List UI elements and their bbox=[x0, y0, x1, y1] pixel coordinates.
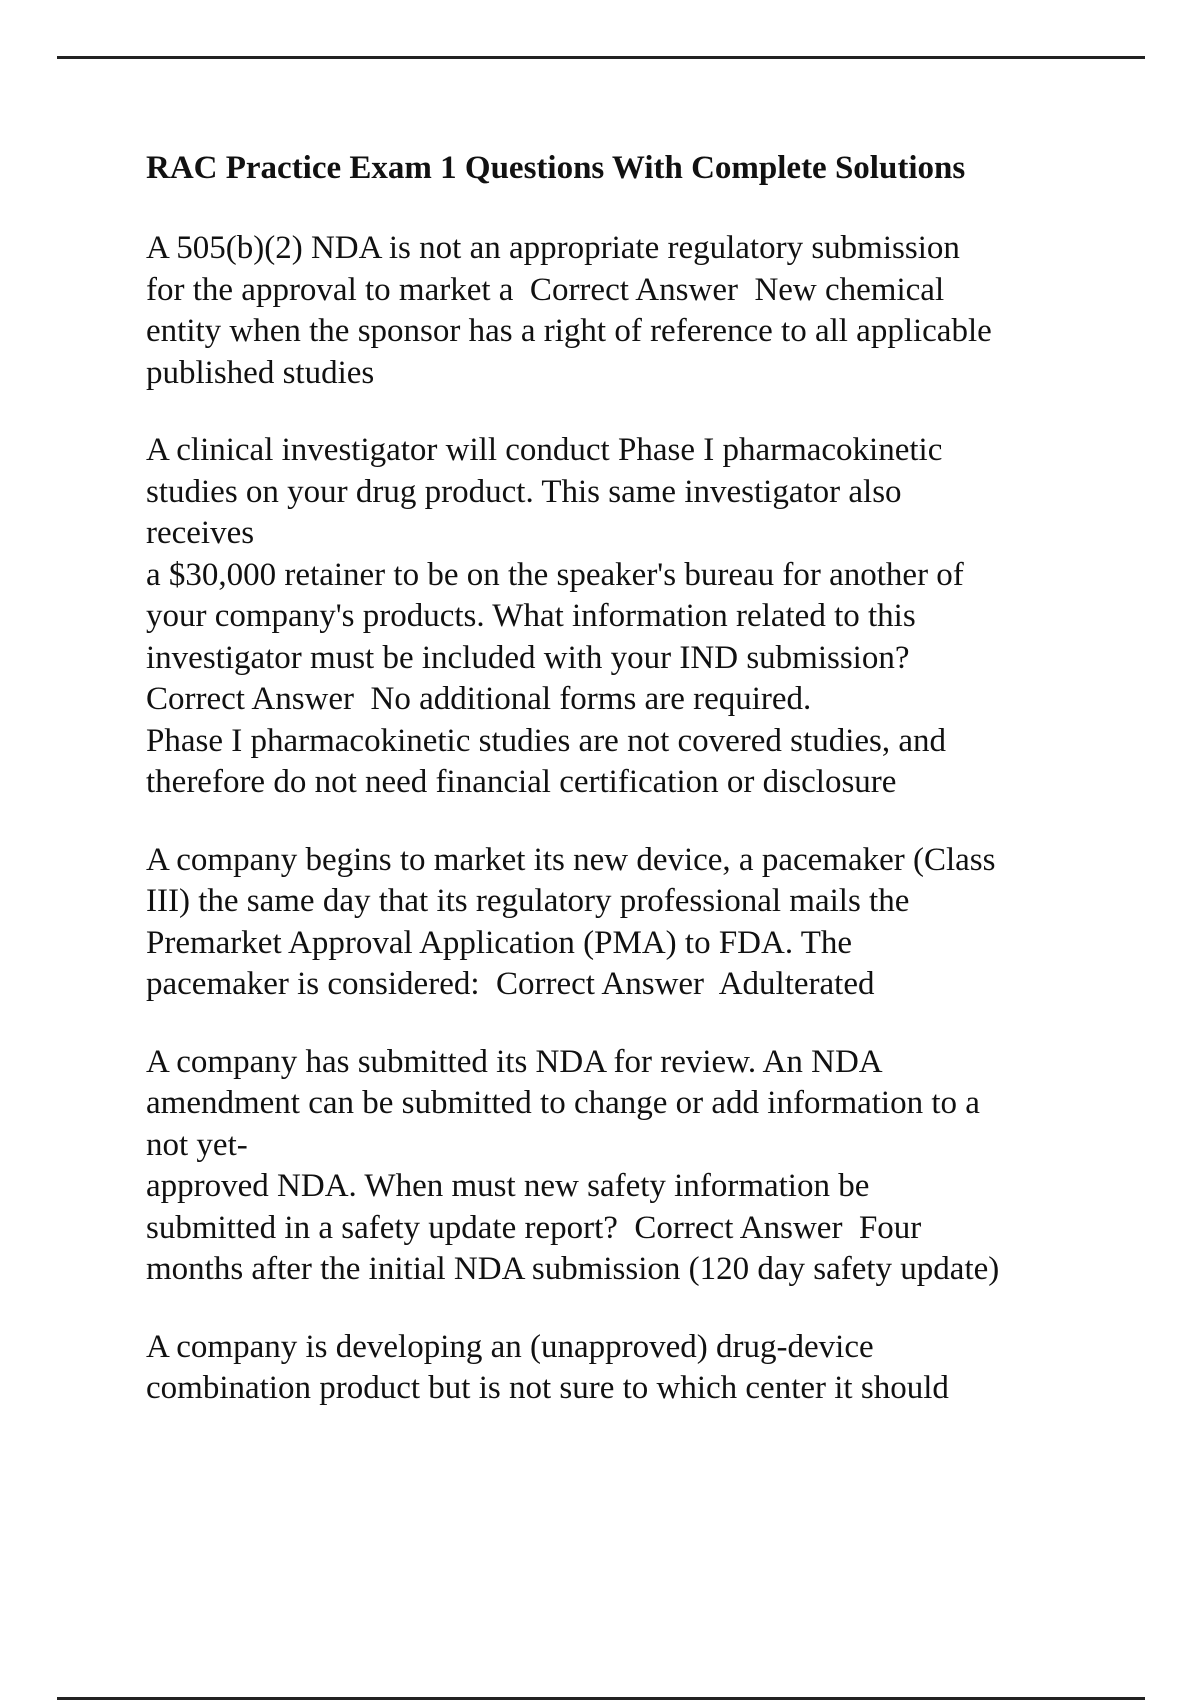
text-line: submitted in a safety update report? Correct Answer Four bbox=[146, 1209, 922, 1246]
text-line: for the approval to market a Correct Answer New chemical bbox=[146, 271, 945, 308]
text-line: receives bbox=[146, 515, 255, 551]
text-line: studies on your drug product. This same investigator also bbox=[146, 473, 902, 510]
text-line: entity when the sponsor has a right of reference to all applicable bbox=[146, 313, 992, 349]
qa-entry-5 bbox=[146, 1327, 1146, 1410]
text-line: amendment can be submitted to change or add information to a bbox=[146, 1085, 980, 1121]
text-line: investigator must be included with your IND submission? bbox=[146, 639, 910, 676]
text-line: months after the initial NDA submission (120 day safety update) bbox=[146, 1251, 1000, 1287]
qa-entry-3 bbox=[146, 840, 1146, 1006]
document-title: RAC Practice Exam 1 Questions With Complete Solutions bbox=[146, 150, 966, 186]
text-line: A company begins to market its new device, a pacemaker (Class bbox=[146, 841, 996, 878]
header-rule bbox=[57, 56, 1145, 59]
text-line: A company has submitted its NDA for review. An NDA bbox=[146, 1043, 883, 1080]
text-line: combination product but is not sure to which center it should bbox=[146, 1370, 949, 1406]
text-line: not yet- bbox=[146, 1126, 248, 1163]
document-body bbox=[146, 144, 1146, 1410]
text-line: Premarket Approval Application (PMA) to FDA. The bbox=[146, 924, 853, 961]
text-line: III) the same day that its regulatory professional mails the bbox=[146, 883, 910, 919]
text-line: pacemaker is considered: Correct Answer Adulterated bbox=[146, 966, 875, 1002]
text-line: A 505(b)(2) NDA is not an appropriate regulatory submission bbox=[146, 230, 960, 266]
text-line: a $30,000 retainer to be on the speaker's bureau for another of bbox=[146, 556, 964, 593]
text-line: A clinical investigator will conduct Phase I pharmacokinetic bbox=[146, 432, 943, 468]
text-line: your company's products. What information related to this bbox=[146, 598, 916, 634]
qa-entry-2 bbox=[146, 430, 1146, 804]
text-line: therefore do not need financial certification or disclosure bbox=[146, 764, 897, 800]
text-line: approved NDA. When must new safety information be bbox=[146, 1168, 870, 1204]
qa-entry-4 bbox=[146, 1042, 1146, 1291]
text-line: Correct Answer No additional forms are required. bbox=[146, 681, 812, 717]
qa-entry-1 bbox=[146, 228, 1146, 394]
text-line: published studies bbox=[146, 354, 375, 391]
text-line: A company is developing an (unapproved) drug-device bbox=[146, 1328, 874, 1365]
text-line: Phase I pharmacokinetic studies are not covered studies, and bbox=[146, 722, 946, 759]
